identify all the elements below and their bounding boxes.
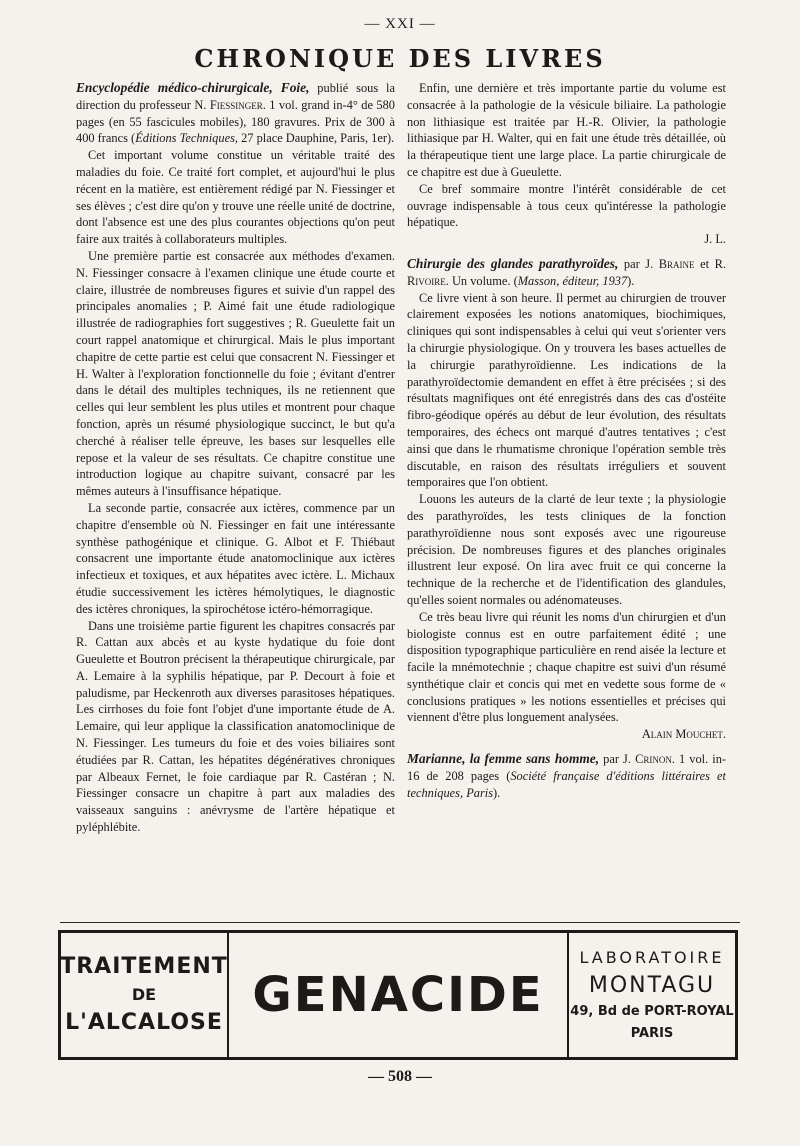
review-2-heading	[407, 256, 726, 290]
review-2-volume: . Un volume. (	[445, 273, 518, 288]
review-1-paragraph: Dans une troisième partie figurent les chapitres consacrés par R. Cattan aux abcès et au kyste hydatique du foie dont Gueulette et Boutron précisent la thérapeutique chirurgicale, par A. Lemaire à la syphilis hépatique, par P. Decourt à foie et paludisme, par Heckenroth aux diverses parasitoses hépatiques. Les cirrhoses du foie font l'objet d'une importante étude de A. Lemaire, qui leur applique la classification anatomoclinique de N. Fiessinger. Les tumeurs du foie et des voies biliaires sont étudiées par R. Cattan, les hépatites dégénératives chroniques par Albeaux Fernet, le foie cardiaque par R. Castéran ; N. Fiessinger consacre un chapitre à part aux maladies des vaisseaux sanguins : anévrysme de l'artère hépatique et pyléphlébite.	[76, 618, 395, 835]
review-1-title: Encyclopédie médico-chirurgicale, Foie,	[76, 80, 310, 95]
review-3-title: Marianne, la femme sans homme,	[407, 751, 600, 767]
review-1-paragraph: Ce bref sommaire montre l'intérêt considérable de cet ouvrage indispensable à tous ceux qu'intéresse la pathologie hépatique.	[407, 181, 726, 230]
section-title: CHRONIQUE DES LIVRES	[194, 44, 606, 73]
review-1-paragraph: Enfin, une dernière et très importante partie du volume est consacrée à la pathologie de la vésicule biliaire. La pathologie non lithiasique est traitée par H.-R. Olivier, la pathologie lithiasique par H. Walter, qui en fait une étude très détaillée, où la thérapeutique tient une large place. La partie chirurgicale de ce chapitre est due à Gueulette.	[407, 81, 726, 179]
review-2-author-1: Braine	[658, 256, 695, 271]
review-1-intro: publié sous la direction du professeur N.	[76, 81, 396, 112]
page-number: — 508 —	[368, 1068, 432, 1085]
review-3-close: ).	[493, 785, 501, 800]
review-2-paragraph: Ce livre vient à son heure. Il permet au chirurgien de trouver clairement exposées les notions anatomiques, biochimiques, cliniques qui sont indispensables à celui qui veut s'orienter vers la chirurgie physiologique. On y trouvera les bases actuelles de la chirurgie parathyroïdienne. Les indications de la parathyroïdectomie demandent en effet à être précisées ; si des résultats magnifiques ont été enregistrés dans des cas d'ostéite fibro-géodique opérés au début de leur évolution, des résultats temporaires, des échecs ont marqué d'autres tentatives ; c'est ainsi que dans le rhumatisme chronique l'opération semble très discutable, en raison des résultats irréguliers et souvent temporaires que l'on obtient.	[407, 290, 726, 490]
advert-right-line-1: LABORATOIRE	[579, 948, 725, 967]
advert-right-line-4: PARIS	[630, 1026, 674, 1041]
advert-left-line-1: TRAITEMENT	[60, 954, 228, 979]
review-1-paragraph: Une première partie est consacrée aux méthodes d'examen. N. Fiessinger consacre à l'examen clinique une étude courte et claire, illustrée de nombreuses figures et suivie d'un rappel des principales anomalies ; P. Aimé fait une étude radiologique illustrée de radiographies fort suggestives ; R. Gueulette fait un court rappel anatomique et chirurgical. Mais le plus important chapitre de cette partie est celui que consacrent N. Fiessinger et H. Walter à l'exploration fonctionnelle du foie ; évitant d'entrer dans le détail des multiples techniques, ils ne retiennent que celles qui leur semblent les plus utiles et montrent pour chaque fonction, après un résumé physiologique succinct, le but qu'a cherché à réaliser telle épreuve, les bases sur lesquelles elle repose et la valeur de ses résultats. Ce chapitre constitue une introduction logique au chapitre suivant, consacré par les mêmes auteurs à l'insuffisance hépatique.	[76, 248, 395, 499]
page-roman-numeral: — XXI —	[364, 16, 436, 32]
advert-right-line-3: 49, Bd de PORT-ROYAL	[570, 1004, 734, 1019]
review-3-heading	[407, 751, 726, 801]
review-1-director: Fiessinger	[209, 97, 263, 112]
review-1-details: . 1 vol. grand in-4° de 580 pages (en 55 fascicules mobiles), 180 gravures. Prix de 300 à 400 francs (	[76, 97, 395, 146]
left-column	[76, 80, 395, 916]
advert-brand-name: GENACIDE	[229, 933, 569, 1057]
genacide-advertisement	[58, 930, 738, 1060]
review-2-paragraph: Ce très beau livre qui réunit les noms d'un chirurgien et d'un biologiste connus est en outre parfaitement édité ; une disposition typographique particulière en rend aisée la lecture et facile la mnémotechnie ; chaque chapitre est suivi d'un résumé synthétique clair et concis qui met en vedette sous forme de « conclusions pratiques » les notions essentielles et précises qui viennent d'être plus longuement analysées.	[407, 609, 726, 725]
review-2-close: ).	[627, 273, 635, 288]
review-3-publisher: Société française d'éditions littéraires et techniques	[407, 768, 726, 800]
review-1-signature: J. L.	[704, 232, 726, 247]
right-column	[407, 80, 726, 916]
review-1-paragraph: Cet important volume constitue un véritable traité des maladies du foie. Ce traité fort complet, et aujourd'hui le plus récent en la matière, est entièrement rédigé par N. Fiessinger et ses élèves ; c'est dire qu'on y trouve une réelle unité de doctrine, dont l'absence est une des plus courantes objections qu'on peut faire aux traités à collaborateurs multiples.	[76, 148, 395, 247]
review-2-author-2: Rivoire	[407, 273, 446, 288]
review-columns	[76, 80, 726, 916]
review-3-city: , Paris	[460, 785, 494, 800]
review-2-signature	[407, 726, 726, 743]
review-2-title: Chirurgie des glandes parathyroïdes,	[407, 255, 619, 271]
advert-laboratory-panel	[569, 933, 735, 1057]
review-1-publisher: Éditions Techniques	[135, 131, 235, 146]
review-3-par: par J.	[599, 752, 631, 767]
advert-right-line-2: MONTAGU	[588, 973, 716, 998]
advert-rule	[60, 922, 740, 923]
advert-left-line-2: DE	[131, 985, 157, 1004]
review-2-paragraph: Louons les auteurs de la clarté de leur texte ; la physiologie des parathyroïdes, les tests cliniques de la fonction parathyroïdienne nous sont exposés avec une rigoureuse précision. De nombreuses figures et des planches originales illustrent leur exposé. On lira avec fruit ce qui concerne la technique de la recherche et de l'identification des glandules, qu'elles soient normales ou adénomateuses.	[407, 492, 726, 607]
review-1-address: , 27 place Dauphine, Paris, 1er).	[234, 131, 395, 146]
review-2-publisher: Masson, éditeur, 1937	[517, 273, 628, 288]
review-2-and: et R.	[694, 256, 726, 271]
review-2-par: par J.	[618, 256, 654, 271]
review-3-author: Crinon	[635, 752, 672, 767]
review-1-paragraph: La seconde partie, consacrée aux ictères, commence par un chapitre d'ensemble où N. Fiessinger en fait une intéressante synthèse pathogénique et clinique. G. Albot et F. Thiébaut consacrent une importante étude anatomoclinique aux ictères infectieux et toxiques, et aux hépatites avec ictère. L. Michaux étudie successivement les ictères hémolytiques, le diagnostic des ictères chroniques, la spirochétose ictéro-hémorragique.	[76, 500, 395, 616]
advert-left-line-3: L'ALCALOSE	[65, 1010, 223, 1035]
advert-indication-panel	[61, 933, 229, 1057]
review-3-details: . 1 vol. in-16 de 208 pages (	[407, 752, 726, 783]
review-1-heading	[76, 80, 395, 147]
review-2-signature-name: Alain Mouchet.	[641, 727, 726, 742]
